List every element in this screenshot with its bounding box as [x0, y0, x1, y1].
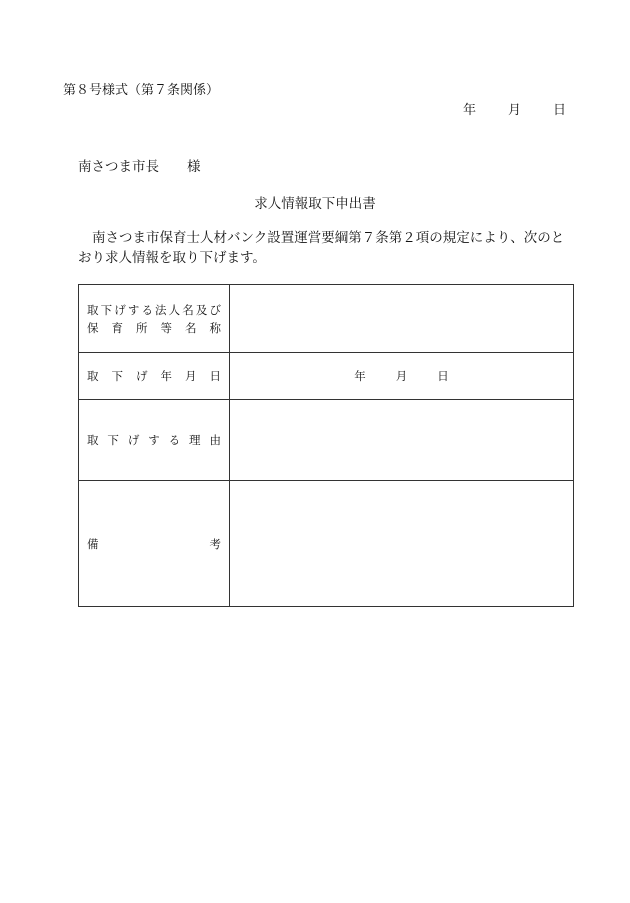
- withdrawal-day: 日: [437, 369, 449, 383]
- label-withdrawal-date: [79, 353, 230, 400]
- table-row-remarks: [79, 481, 574, 607]
- addressee-name: 南さつま市長: [78, 159, 159, 175]
- label-corporation: [79, 285, 230, 353]
- label-corporation-line1: 取 下 げ す る 法 人 名 及 び: [87, 302, 221, 317]
- table-row-corporation: [79, 285, 574, 353]
- document-title: 求人情報取下申出書: [254, 196, 376, 212]
- withdrawal-month: 月: [395, 369, 408, 383]
- date-month: 月: [508, 103, 522, 118]
- label-reason: [79, 400, 230, 481]
- label-withdrawal-date-text: 取 下 げ 年 月 日: [87, 369, 221, 383]
- table-row-reason: [79, 400, 574, 481]
- form-table: [78, 284, 574, 607]
- addressee-honorific: 様: [187, 159, 201, 175]
- withdrawal-year: 年: [354, 369, 366, 383]
- body-text: 南さつま市保育士人材バンク設置運営要綱第７条第２項の規定により、次のとおり求人情報を取り下げます。: [78, 230, 565, 266]
- label-remarks: [79, 481, 230, 607]
- date-year: 年: [463, 103, 477, 118]
- label-reason-text: 取 下 げ す る 理 由: [87, 433, 221, 447]
- table-row-withdrawal-date: [79, 353, 574, 400]
- label-corporation-line2: 保 育 所 等 名 称: [87, 320, 221, 335]
- value-reason[interactable]: [230, 400, 574, 481]
- value-corporation[interactable]: [230, 285, 574, 353]
- addressee: [78, 155, 201, 175]
- value-remarks[interactable]: [230, 481, 574, 607]
- form-number: 第８号様式（第７条関係）: [63, 83, 220, 98]
- value-withdrawal-date[interactable]: [230, 353, 574, 400]
- label-remarks-text: 備 考: [87, 536, 221, 551]
- date-day: 日: [553, 103, 567, 118]
- date-header: [463, 99, 566, 118]
